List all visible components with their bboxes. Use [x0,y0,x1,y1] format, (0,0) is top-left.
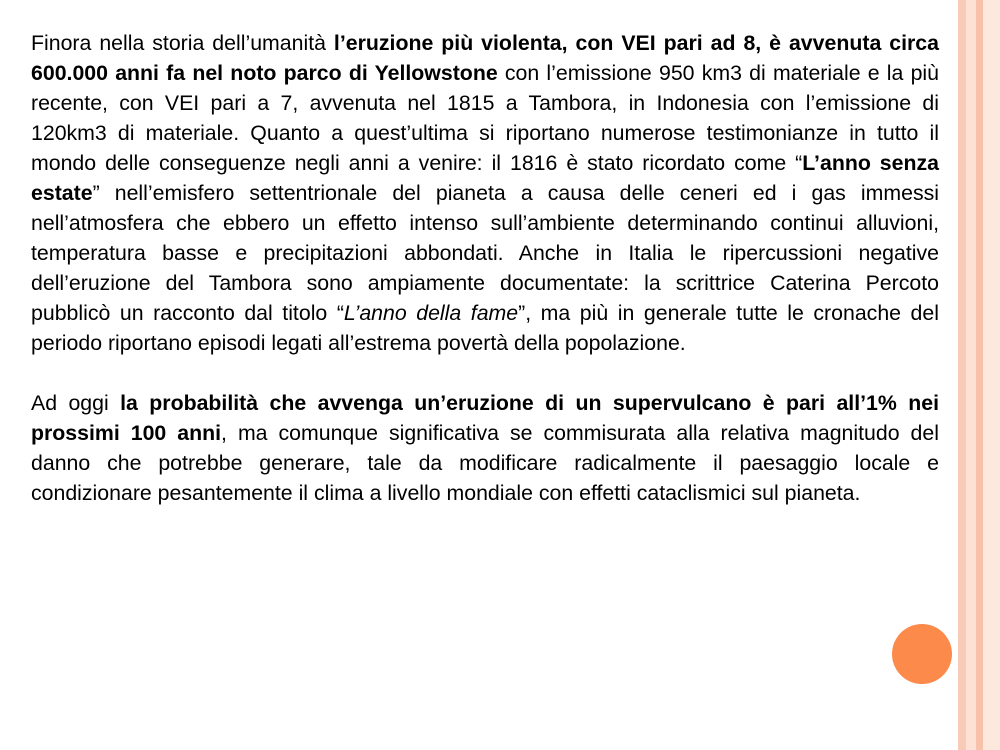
paragraph-supervolcano-probability [31,388,939,508]
decorative-stripe [958,0,966,750]
decorative-stripe [966,0,976,750]
paragraph-yellowstone-tambora [31,28,939,358]
decorative-stripe [983,0,1000,750]
text-run: con l’emissione 950 km3 di materiale e la più recente, con VEI pari a 7, avvenuta nel 1815 a Tambora, in Indonesia con l’emissione di 120km3 di materiale. Quanto a quest’ultima si riportano numerose testimonianze in tutto il mondo delle conseguenze negli anni a venire: il 1816 è stato ricordato come “ [31,61,940,175]
slide-body [31,28,939,508]
text-run: Finora nella storia dell’umanità [31,31,334,55]
bold-text-run: la probabilità che avvenga un’eruzione di un supervulcano è pari all’1% nei prossimi 100 anni [31,391,939,445]
decorative-circle [892,624,952,684]
text-run: ”, ma più in generale tutte le cronache del periodo riportano episodi legati all’estrema povertà della popolazione. [31,301,939,355]
text-run: , ma comunque significativa se commisurata alla relativa magnitudo del danno che potrebbe generare, tale da modificare radicalmente il paesaggio locale e condizionare pesantemente il clima a livello mondiale con effetti cataclismici sul pianeta. [31,421,939,505]
decorative-stripe [976,0,983,750]
bold-text-run: L’anno senza estate [31,151,939,205]
text-run: ” nell’emisfero settentrionale del pianeta a causa delle ceneri ed i gas immessi nell’atmosfera che ebbero un effetto intenso sull’ambiente determinando continui alluvioni, temperatura basse e precipitazioni abbondati. Anche in Italia le ripercussioni negative dell’eruzione del Tambora sono ampiamente documentate: la scrittrice Caterina Percoto pubblicò un racconto dal titolo “ [31,181,939,325]
text-run: Ad oggi [31,391,121,415]
bold-text-run: l’eruzione più violenta, con VEI pari ad 8, è avvenuta circa 600.000 anni fa nel noto parco di Yellowstone [31,31,939,85]
italic-text-run: L’anno della fame [343,301,519,325]
